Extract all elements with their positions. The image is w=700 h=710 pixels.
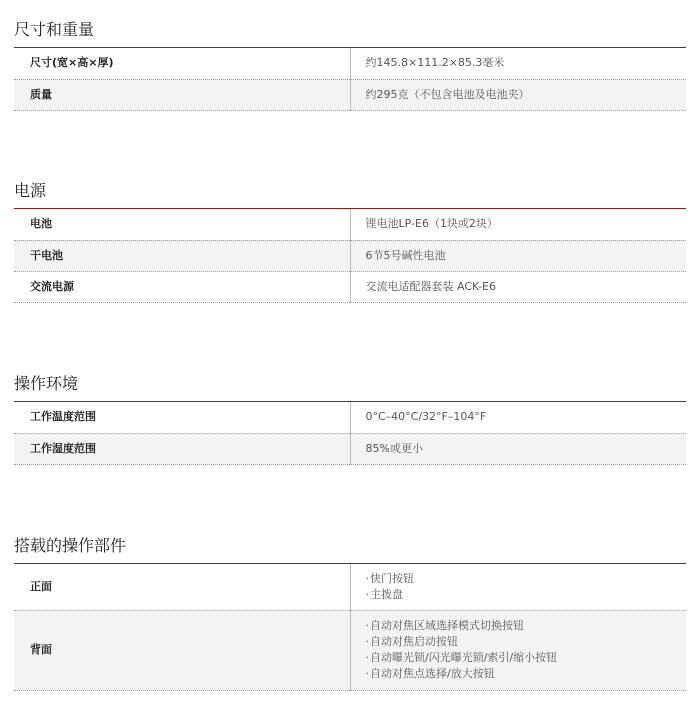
spec-table <box>14 564 686 691</box>
spec-label: 质量 <box>14 79 350 110</box>
spec-label: 尺寸(宽×高×厚) <box>14 48 350 79</box>
spec-value: 锂电池LP-E6（1块或2块） <box>350 209 686 240</box>
list-item: · 主拨盘 <box>366 587 686 603</box>
spec-label: 工作湿度范围 <box>14 433 350 464</box>
spec-table <box>14 402 686 465</box>
section-power <box>14 181 686 303</box>
list-item: · 自动对焦区域选择模式切换按钮 <box>366 618 686 634</box>
table-row <box>14 610 686 690</box>
table-row <box>14 240 686 271</box>
list-item: · 快门按钮 <box>366 571 686 587</box>
bullet-list <box>366 618 686 682</box>
spec-label: 正面 <box>14 564 350 610</box>
table-row <box>14 564 686 610</box>
spec-value: 交流电适配器套装 ACK-E6 <box>350 271 686 302</box>
list-item: · 自动对焦点选择/放大按钮 <box>366 666 686 682</box>
section-operating-environment <box>14 374 686 465</box>
spec-value <box>350 610 686 690</box>
section-size-weight <box>14 20 686 111</box>
list-item: · 自动曝光锁/闪光曝光锁/索引/缩小按钮 <box>366 650 686 666</box>
table-row <box>14 79 686 110</box>
table-row <box>14 402 686 433</box>
section-title: 电源 <box>14 181 686 209</box>
spec-label: 电池 <box>14 209 350 240</box>
spec-value: 6节5号碱性电池 <box>350 240 686 271</box>
table-row <box>14 271 686 302</box>
spec-label: 工作温度范围 <box>14 402 350 433</box>
spec-label: 干电池 <box>14 240 350 271</box>
spec-value: 85%或更小 <box>350 433 686 464</box>
table-row <box>14 209 686 240</box>
list-item: · 自动对焦启动按钮 <box>366 634 686 650</box>
spec-value <box>350 564 686 610</box>
spec-table <box>14 48 686 111</box>
spec-value: 0°C–40°C/32°F–104°F <box>350 402 686 433</box>
section-controls <box>14 536 686 691</box>
spec-value: 约295克（不包含电池及电池夹） <box>350 79 686 110</box>
spec-label: 背面 <box>14 610 350 690</box>
bullet-list <box>366 571 686 603</box>
section-title: 操作环境 <box>14 374 686 402</box>
spec-label: 交流电源 <box>14 271 350 302</box>
section-title: 搭载的操作部件 <box>14 536 686 564</box>
spec-table <box>14 209 686 303</box>
table-row <box>14 433 686 464</box>
section-title: 尺寸和重量 <box>14 20 686 48</box>
table-row <box>14 48 686 79</box>
spec-value: 约145.8×111.2×85.3毫米 <box>350 48 686 79</box>
